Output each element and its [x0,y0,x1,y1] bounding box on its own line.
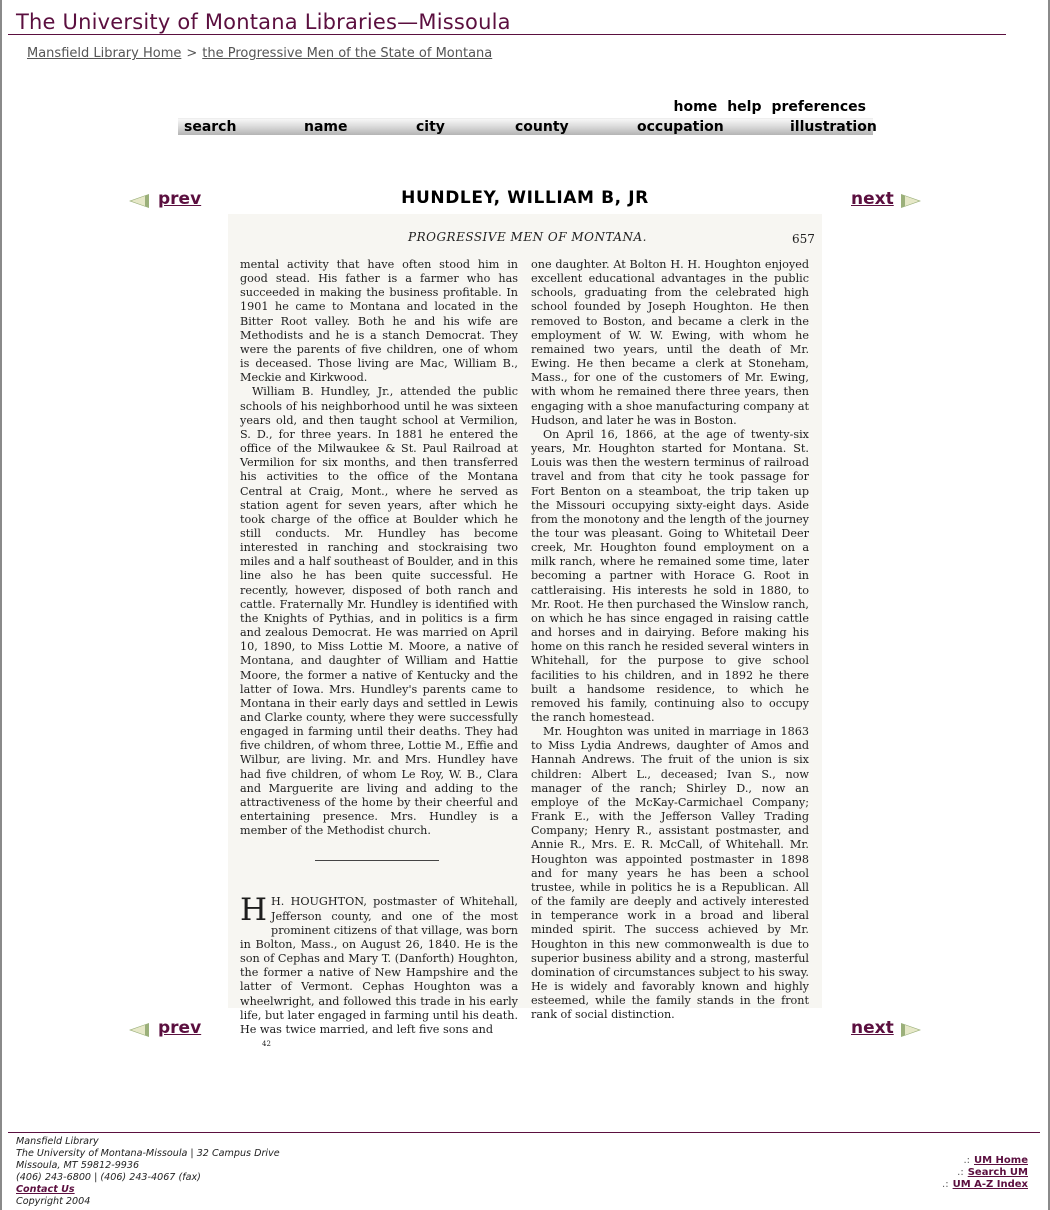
scan-column-right [531,258,809,1022]
browse-city-link[interactable]: city [416,119,445,135]
paragraph: On April 16, 1866, at the age of twenty-six years, Mr. Houghton started for Montana. St. Louis was then the western terminus of railroad travel and from that city he took passage for Fort Benton on a steamboat, the trip taken up the Missouri occupying sixty-eight days. Aside from the monotony and the length of the journey the tour was pleasant. Going to Whitetail Deer creek, Mr. Houghton found employment on a milk ranch, where he remained some time, later becoming a partner with Horace G. Root in cattleraising. His interests he sold in 1880, to Mr. Root. He then purchased the Winslow ranch, on which he has since engaged in raising cattle and horses and in dairying. Before making his home on this ranch he resided several winters in Whitehall, for the purpose to give school facilities to his children, and in 1892 he there built a handsome residence, to which he removed his family, continuing also to occupy the ranch homestead. [531,427,809,724]
site-title: The University of Montana Libraries—Missoula [16,10,511,34]
utility-nav [664,99,866,115]
footer-university: The University of Montana-Missoula | 32 Campus Drive [16,1148,280,1159]
um-home-link[interactable]: .: UM Home [963,1155,1028,1166]
next-link-top[interactable]: next [851,189,894,209]
browse-occupation-link[interactable]: occupation [637,119,724,135]
section-divider [315,860,439,861]
prev-link-top[interactable]: prev [158,189,202,209]
nav-help-link[interactable]: help [727,99,762,115]
um-links [942,1155,1028,1191]
record-title: HUNDLEY, WILLIAM B, JR [401,188,649,208]
scan-column-left [240,258,518,1051]
footer-city: Missoula, MT 59812-9936 [16,1160,140,1171]
page-scan [228,214,822,1048]
window-frame-left [0,0,2,1210]
browse-illustration-link[interactable]: illustration [790,119,877,135]
nav-preferences-link[interactable]: preferences [771,99,866,115]
footer-address [16,1136,280,1208]
page-number: 657 [792,232,815,246]
search-um-link[interactable]: .: Search UM [957,1167,1028,1178]
signature-mark: 42 [262,1039,271,1048]
prev-link-bottom[interactable]: prev [158,1018,202,1038]
drop-cap: H [240,892,268,929]
browse-search-link[interactable]: search [184,119,237,135]
footer-phone: (406) 243-6800 | (406) 243-4067 (fax) [16,1172,201,1183]
breadcrumb-separator: > [186,46,198,61]
next-arrow-icon[interactable] [901,1023,921,1037]
footer-library: Mansfield Library [16,1136,99,1147]
houghton-intro-text: H. HOUGHTON, postmaster of Whitehall, Jefferson county, and one of the most prominent citizens of that village, was born in Bolton, Mass., on August 26, 1840. He is the son of Cephas and Mary T. (Danforth) Houghton, the former a native of New Hampshire and the latter of Vermont. Cephas Houghton was a wheelwright, and followed this trade in his early life, but later engaged in farming until his death. He was twice married, and left five sons and [240,895,518,1036]
paragraph: mental activity that have often stood him in good stead. His father is a farmer who has succeeded in making the business profitable. In 1901 he came to Montana and located in the Bitter Root valley. Both he and his wife are Methodists and he is a stanch Democrat. They were the parents of five children, one of whom is deceased. Those living are Mac, William B., Meckie and Kirkwood. [240,258,518,385]
paragraph: William B. Hundley, Jr., attended the public schools of his neighborhood until he was sixteen years old, and then taught school at Vermilion, S. D., for three years. In 1881 he entered the office of the Milwaukee & St. Paul Railroad at Vermilion for six months, and then transferred his activities to the office of the Montana Central at Craig, Mont., where he served as station agent for seven years, after which he took charge of the office at Boulder which he still conducts. Mr. Hundley has become interested in ranching and stockraising two miles and a half southeast of Boulder, and in this line also he has been quite successful. He recently, however, disposed of both ranch and cattle. Fraternally Mr. Hundley is identified with the Knights of Pythias, and in politics is a firm and zealous Democrat. He was married on April 10, 1890, to Miss Lottie M. Moore, a native of Montana, and daughter of William and Hattie Moore, the former a native of Kentucky and the latter of Iowa. Mrs. Hundley's parents came to Montana in their early days and settled in Lewis and Clarke county, where they were successfully engaged in farming until their deaths. They had five children, of whom three, Lottie M., Effie and Wilbur, are living. Mr. and Mrs. Hundley have had five children, of whom Le Roy, W. B., Clara and Marguerite are living and adding to the attractiveness of the home by their cheerful and entertaining presence. Mrs. Hundley is a member of the Methodist church. [240,385,518,838]
browse-name-link[interactable]: name [304,119,348,135]
breadcrumb-collection-link[interactable]: the Progressive Men of the State of Montana [202,46,493,61]
paragraph: Mr. Houghton was united in marriage in 1863 to Miss Lydia Andrews, daughter of Amos and Hannah Andrews. The fruit of the union is six children: Albert L., deceased; Ivan S., now manager of the ranch; Shirley D., now an employe of the McKay-Carmichael Company; Frank E., with the Jefferson Valley Trading Company; Henry R., assistant postmaster, and Annie R., Mrs. E. R. McCall, of Whitehall. Mr. Houghton was appointed postmaster in 1898 and for many years he has been a school trustee, while in politics he is a Republican. All of the family are deeply and actively interested in temperance work in a broad and liberal minded spirit. The success achieved by Mr. Houghton in this new commonwealth is due to superior business ability and a strong, masterful domination of circumstances subject to his sway. He is widely and favorably known and highly esteemed, while the family stands in the front rank of social distinction. [531,725,809,1022]
footer-rule [8,1132,1040,1133]
browse-bar [178,118,877,135]
next-link-bottom[interactable]: next [851,1018,894,1038]
um-az-index-link[interactable]: .: UM A-Z Index [942,1179,1028,1190]
browse-county-link[interactable]: county [515,119,569,135]
prev-arrow-icon[interactable] [129,1023,149,1037]
contact-us-link[interactable]: Contact Us [16,1184,75,1195]
houghton-intro-paragraph [240,892,518,1037]
nav-home-link[interactable]: home [673,99,718,115]
running-head: PROGRESSIVE MEN OF MONTANA. [408,230,647,244]
title-rule [8,34,1006,35]
breadcrumb [27,46,492,61]
breadcrumb-library-home-link[interactable]: Mansfield Library Home [27,46,182,61]
footer-copyright: Copyright 2004 [16,1196,91,1207]
paragraph: one daughter. At Bolton H. H. Houghton enjoyed excellent educational advantages in the public schools, graduating from the celebrated high school founded by Joseph Houghton. He then removed to Boston, and became a clerk in the employment of W. W. Ewing, with whom he remained two years, until the death of Mr. Ewing. He then became a clerk at Stoneham, Mass., for one of the customers of Mr. Ewing, with whom he remained there three years, then engaging with a shoe manufacturing company at Hudson, and later he was in Boston. [531,258,809,427]
